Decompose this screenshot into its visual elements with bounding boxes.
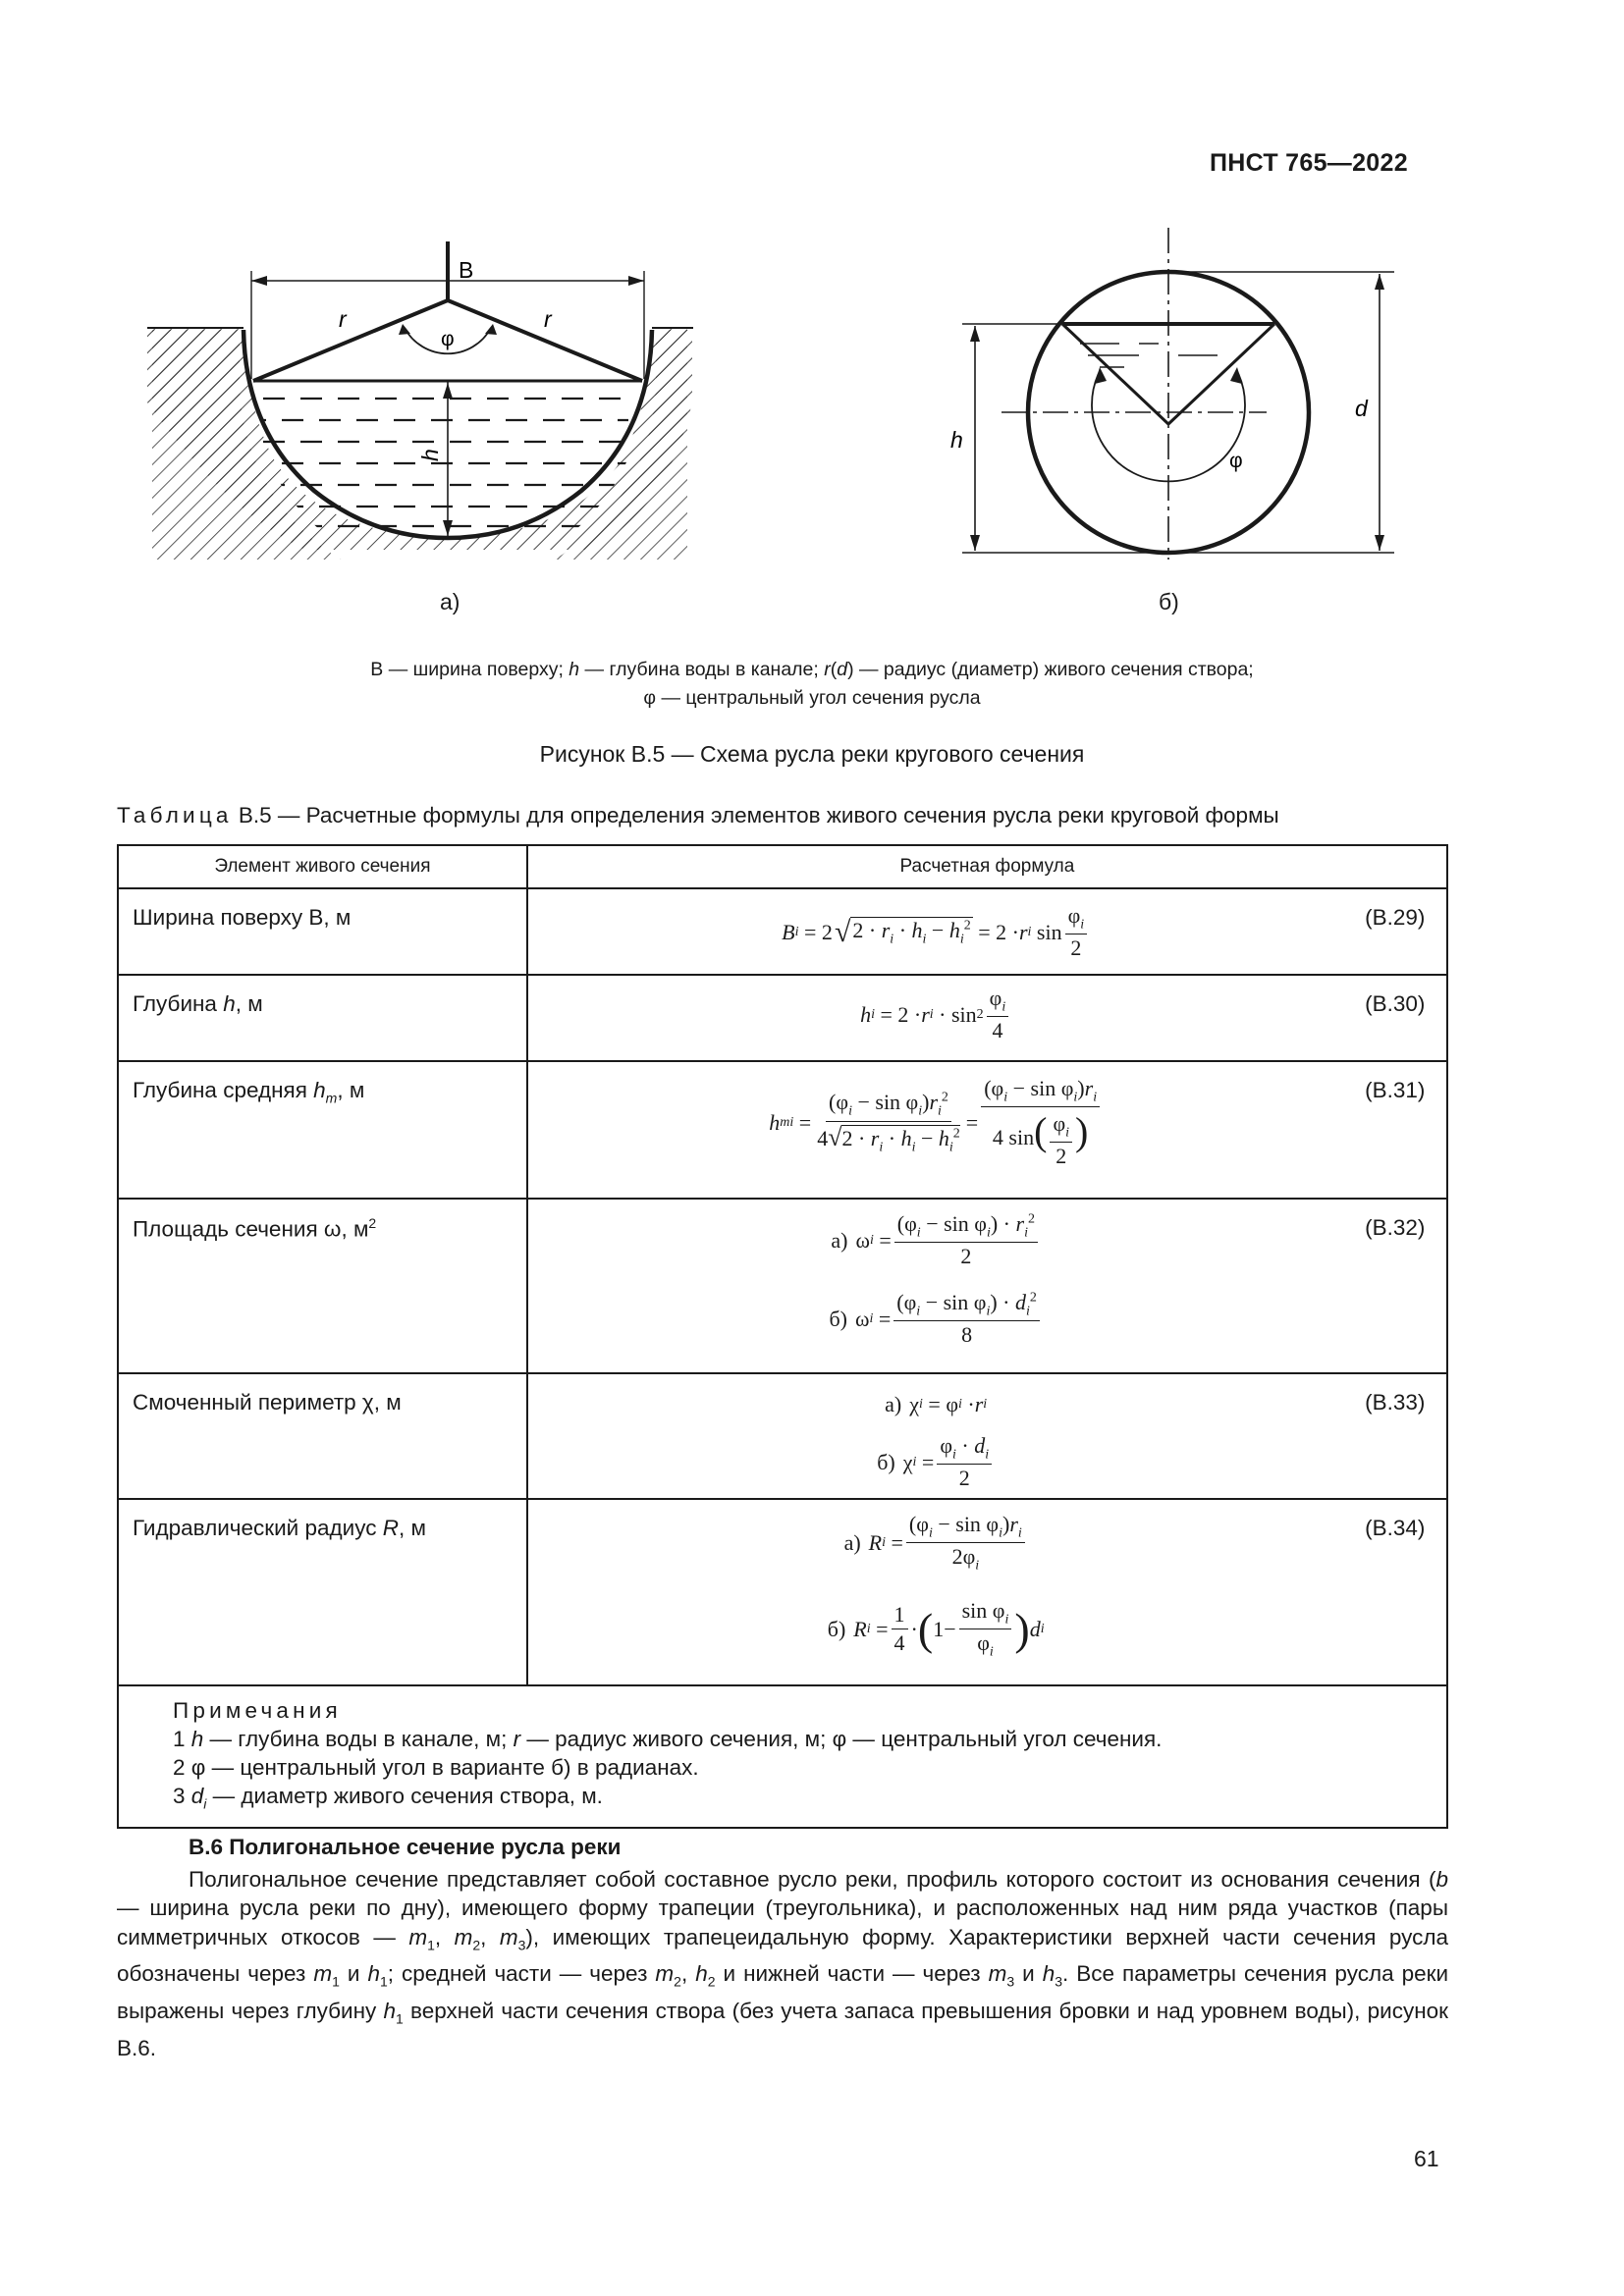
label-r-left: r xyxy=(339,306,347,332)
label-phi: φ xyxy=(441,328,455,350)
label-h-b: h xyxy=(950,427,963,453)
formula-b32a: а) ω i = $\frac{(\varphi_i - \sin \varphi_i) \cdot r_i^2}{2}$ xyxy=(831,1211,1041,1269)
table-row xyxy=(118,1199,1447,1373)
formula-b29: B i = 2 √ $2 \cdot r_i \cdot h_i - h_i^2$ = 2 · r i sin $\frac{\varphi_i}{2}$ xyxy=(782,903,1090,961)
formula-b34a: а) R i = $\frac{(\varphi_i - \sin \varphi_i)r_i}{2\varphi_i}$ xyxy=(844,1512,1028,1575)
section-title: В.6 Полигональное сечение русла реки xyxy=(189,1835,622,1859)
row-element: Глубина средняя $h_m$, м xyxy=(118,1061,527,1199)
note-3: 3 $d_i$ — диаметр живого сечения створа, м. xyxy=(173,1784,603,1812)
label-d: d xyxy=(1355,396,1368,421)
label-B: B xyxy=(459,257,474,283)
formula-cell xyxy=(527,975,1344,1061)
formula-b33b: б) χ i = $\frac{\varphi_i \cdot d_i}{2}$ xyxy=(877,1433,995,1491)
row-element: Площадь сечения ω, $м^2$ xyxy=(118,1199,527,1373)
table-row xyxy=(118,1373,1447,1499)
formula-cell xyxy=(527,1499,1344,1685)
section-paragraph: Полигональное сечение представляет собой составное русло реки, профиль которого состоит из основания сечения (b — ширина русла реки по дну), имеющего форму трапеции (треугольника), и расположенных над ним ряда участков (пары симметричных откосов — $m_1$, $m_2$, $m_3$), имеющих трапецеидальную форму. Характеристики верхней части сечения русла обозначены через $m_1$ и $h_1$; средней части — через $m_2$, $h_2$ и нижней части — через $m_3$ и $h_3$. Все параметры сечения русла реки выражены через глубину $h_1$ верхней части сечения створа (без учета запаса превышения бровки и над уровнем воды), рисунок В.6. xyxy=(117,1867,1449,2060)
note-2: 2 φ — центральный угол в варианте б) в радианах. xyxy=(173,1755,699,1780)
table-notes xyxy=(118,1685,1447,1828)
table-row xyxy=(118,888,1447,975)
legend-line-1: B — ширина поверху; h — глубина воды в канале; r(d) — радиус (диаметр) живого сечения створа; xyxy=(370,659,1254,680)
equation-number: (B.34) xyxy=(1344,1499,1447,1685)
table-row xyxy=(118,1061,1447,1199)
table-header-row xyxy=(118,845,1447,888)
equation-number: (B.29) xyxy=(1344,888,1447,975)
table-row xyxy=(118,975,1447,1061)
note-1: 1 h — глубина воды в канале, м; r — радиус живого сечения, м; φ — центральный угол сечения. xyxy=(173,1727,1163,1751)
diagram-a-circular-channel xyxy=(137,226,707,560)
legend-line-2: φ — центральный угол сечения русла xyxy=(643,687,981,709)
figure-label-b: б) xyxy=(1159,589,1179,614)
figure-legend xyxy=(118,656,1506,713)
formula-cell xyxy=(527,888,1344,975)
row-element: Гидравлический радиус R, м xyxy=(118,1499,527,1685)
notes-title: Примечания xyxy=(173,1698,342,1723)
formula-b31: h mi = $\frac{(\varphi_i - \sin \varphi_i)r_i^2}{4√2 \cdot r_i \cdot h_i - h_i^2}$ = $(\varphi_i - \sin \varphi_i)r_i$ 4 sin( $\frac{\varphi_i}{2}$ ) xyxy=(769,1076,1103,1169)
equation-number: (B.30) xyxy=(1344,975,1447,1061)
label-r-right: r xyxy=(544,306,552,332)
equation-number: (B.32) xyxy=(1344,1199,1447,1373)
header-formula: Расчетная формула xyxy=(527,845,1447,888)
formula-b30: h i = 2 · r i · sin 2 $\frac{\varphi_i}{4}$ xyxy=(860,986,1011,1043)
formula-b33a: а) χ i = φ i · r i xyxy=(885,1392,988,1416)
table-notes-row xyxy=(118,1685,1447,1828)
row-element: Ширина поверху B, м xyxy=(118,888,527,975)
formula-cell xyxy=(527,1373,1344,1499)
label-phi-b: φ xyxy=(1229,450,1243,472)
formula-b34b: б) R i = $\frac{1}{4}$ · ( 1− $\frac{\sin \varphi_i}{\varphi_i}$ ) d i xyxy=(827,1598,1045,1660)
formula-cell xyxy=(527,1199,1344,1373)
row-element: Смоченный периметр χ, м xyxy=(118,1373,527,1499)
figure-label-a: а) xyxy=(440,589,460,614)
figure-caption: Рисунок В.5 — Схема русла реки кругового сечения xyxy=(539,741,1085,767)
label-h: h xyxy=(417,449,443,461)
equation-number: (B.31) xyxy=(1344,1061,1447,1199)
formulas-table xyxy=(117,844,1448,1829)
page-number: 61 xyxy=(1414,2146,1439,2171)
formula-b32b: б) ω i = $\frac{(\varphi_i - \sin \varphi_i) \cdot d_i^2}{8}$ xyxy=(829,1290,1042,1348)
header-element: Элемент живого сечения xyxy=(118,845,527,888)
document-id: ПНСТ 765—2022 xyxy=(1210,149,1408,177)
diagram-b-circular-pipe xyxy=(933,221,1404,574)
row-element: Глубина h, м xyxy=(118,975,527,1061)
formula-cell xyxy=(527,1061,1344,1199)
table-caption: Таблица В.5 — Расчетные формулы для определения элементов живого сечения русла реки круговой формы xyxy=(117,803,1279,828)
table-row xyxy=(118,1499,1447,1685)
equation-number: (B.33) xyxy=(1344,1373,1447,1499)
